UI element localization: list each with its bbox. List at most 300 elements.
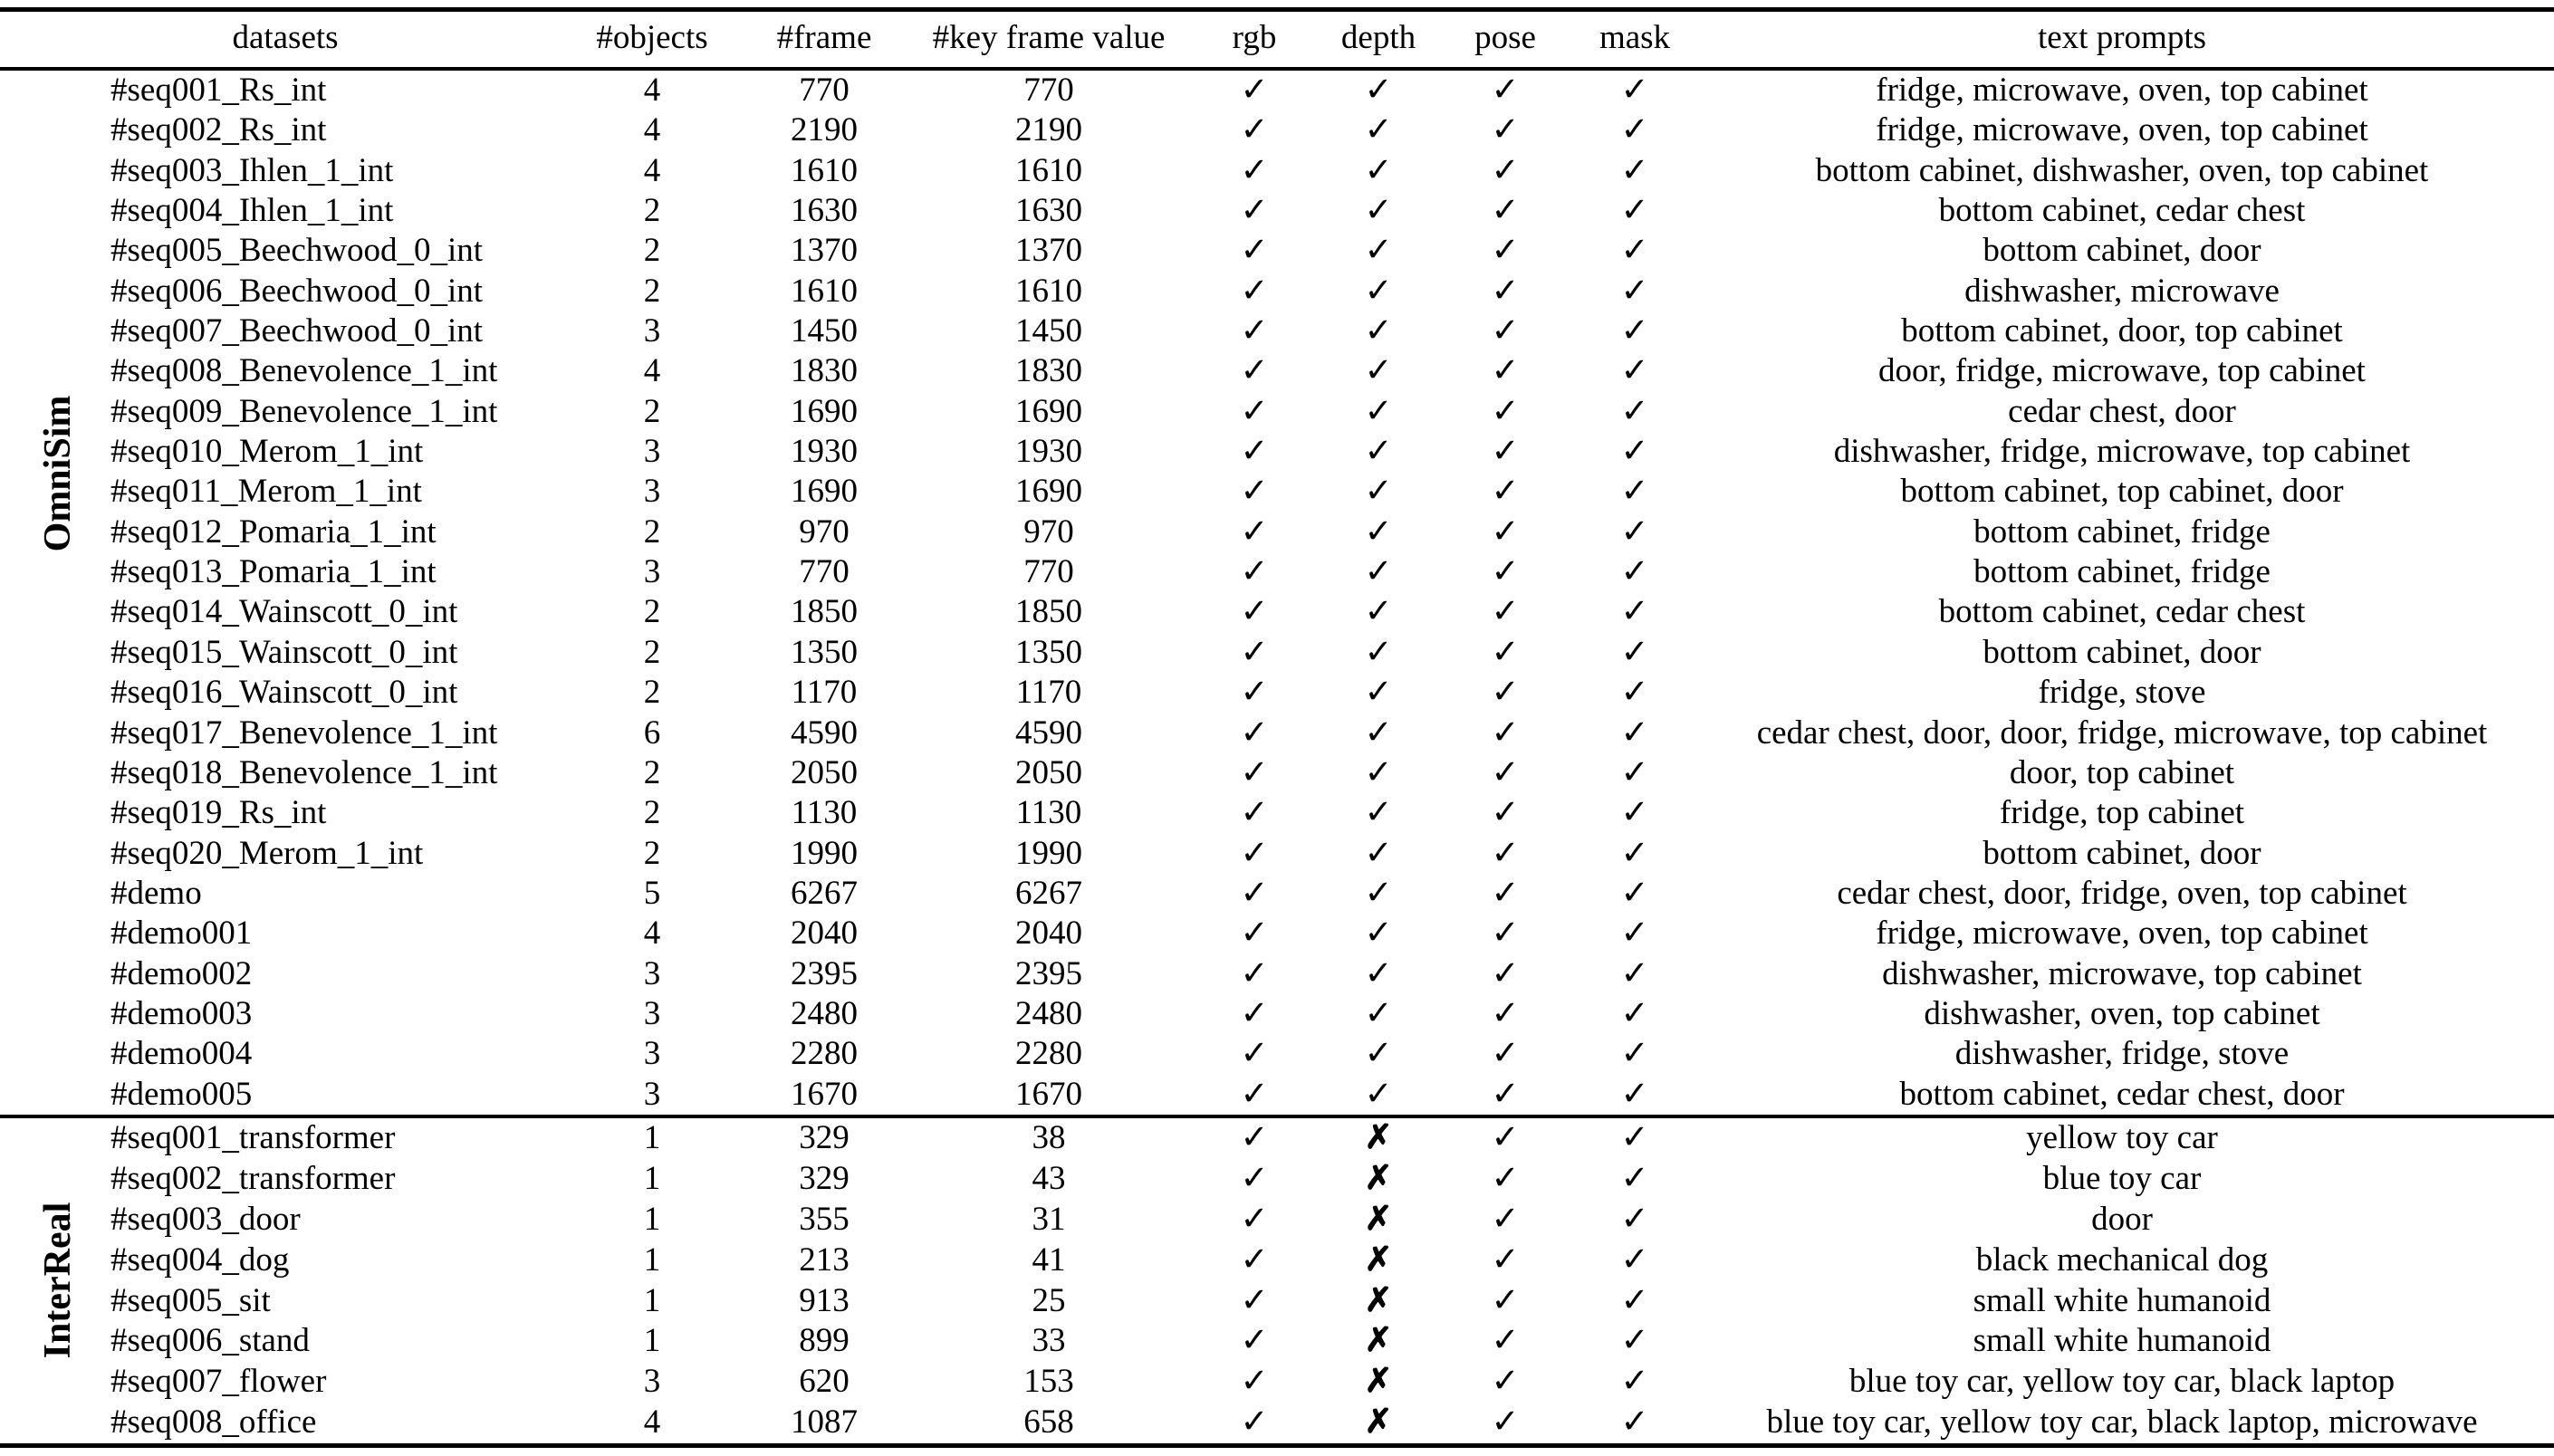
key-frame-value-cell: 153 xyxy=(1023,1363,1074,1401)
rgb-mark: ✓ xyxy=(1240,1119,1269,1156)
dataset-name-cell: #seq017_Benevolence_1_int xyxy=(110,714,498,752)
dataset-name-cell: #seq012_Pomaria_1_int xyxy=(110,512,437,551)
objects-count-cell: 3 xyxy=(643,954,661,992)
key-frame-value-cell: 25 xyxy=(1032,1281,1066,1319)
key-frame-value-cell: 33 xyxy=(1032,1322,1066,1360)
column-header-depth: depth xyxy=(1340,19,1416,56)
key-frame-value-cell: 1370 xyxy=(1015,232,1082,270)
rgb-mark: ✓ xyxy=(1240,794,1269,832)
frame-count-cell: 2395 xyxy=(791,954,858,992)
depth-mark: ✓ xyxy=(1364,593,1393,631)
rgb-mark: ✓ xyxy=(1240,473,1269,511)
depth-mark: ✗ xyxy=(1364,1159,1393,1197)
group-label-interreal: InterReal xyxy=(37,1202,79,1359)
group-spacer-cell xyxy=(0,874,68,914)
depth-mark: ✓ xyxy=(1364,151,1393,189)
depth-mark: ✓ xyxy=(1364,473,1393,511)
depth-mark: ✓ xyxy=(1364,753,1393,791)
pose-mark: ✓ xyxy=(1491,232,1520,270)
text-prompts-cell: small white humanoid xyxy=(1973,1322,2271,1360)
text-prompts-cell: black mechanical dog xyxy=(1975,1240,2269,1279)
mask-mark: ✓ xyxy=(1620,834,1649,872)
objects-count-cell: 2 xyxy=(643,674,661,712)
dataset-name-cell: #seq004_Ihlen_1_int xyxy=(110,192,394,230)
rgb-mark: ✓ xyxy=(1240,1322,1269,1360)
group-spacer-cell xyxy=(0,1034,68,1074)
frame-count-cell: 329 xyxy=(799,1119,850,1156)
dataset-name-cell: #demo004 xyxy=(110,1035,253,1073)
table-row xyxy=(0,1403,2554,1443)
table-row xyxy=(0,151,2554,191)
dataset-name-cell: #seq014_Wainscott_0_int xyxy=(110,593,458,631)
objects-count-cell: 3 xyxy=(643,473,661,511)
rgb-mark: ✓ xyxy=(1240,994,1269,1032)
key-frame-value-cell: 38 xyxy=(1032,1119,1066,1156)
objects-count-cell: 2 xyxy=(643,392,661,430)
group-spacer-cell xyxy=(0,714,68,753)
mask-mark: ✓ xyxy=(1620,1200,1649,1238)
rgb-mark: ✓ xyxy=(1240,1159,1269,1197)
dataset-name-cell: #seq006_Beechwood_0_int xyxy=(110,272,484,310)
table-row xyxy=(0,272,2554,311)
objects-count-cell: 1 xyxy=(643,1322,661,1360)
table-header-row xyxy=(0,9,2554,67)
pose-mark: ✓ xyxy=(1491,111,1520,149)
table-row xyxy=(0,1321,2554,1362)
objects-count-cell: 4 xyxy=(643,111,661,149)
group-spacer-cell xyxy=(0,151,68,191)
pose-mark: ✓ xyxy=(1491,674,1520,712)
dataset-name-cell: #seq008_office xyxy=(110,1403,317,1442)
key-frame-value-cell: 41 xyxy=(1032,1240,1066,1279)
rgb-mark: ✓ xyxy=(1240,111,1269,149)
mask-mark: ✓ xyxy=(1620,272,1649,310)
key-frame-value-cell: 1170 xyxy=(1015,674,1082,712)
frame-count-cell: 2280 xyxy=(791,1035,858,1073)
mask-mark: ✓ xyxy=(1620,593,1649,631)
depth-mark: ✓ xyxy=(1364,111,1393,149)
column-header-datasets: datasets xyxy=(232,19,339,56)
rgb-mark: ✓ xyxy=(1240,272,1269,310)
pose-mark: ✓ xyxy=(1491,1322,1520,1360)
group-spacer-cell xyxy=(0,753,68,793)
pose-mark: ✓ xyxy=(1491,553,1520,591)
group-spacer-cell xyxy=(0,1281,68,1322)
frame-count-cell: 1087 xyxy=(791,1403,858,1442)
objects-count-cell: 3 xyxy=(643,1363,661,1401)
table-row xyxy=(0,351,2554,391)
objects-count-cell: 1 xyxy=(643,1119,661,1156)
frame-count-cell: 4590 xyxy=(791,714,858,752)
key-frame-value-cell: 2395 xyxy=(1015,954,1082,992)
rgb-mark: ✓ xyxy=(1240,392,1269,430)
dataset-name-cell: #seq015_Wainscott_0_int xyxy=(110,633,458,671)
dataset-name-cell: #seq003_Ihlen_1_int xyxy=(110,151,394,189)
frame-count-cell: 1930 xyxy=(791,433,858,471)
dataset-name-cell: #seq005_Beechwood_0_int xyxy=(110,232,484,270)
depth-mark: ✓ xyxy=(1364,915,1393,953)
group-spacer-cell xyxy=(0,1403,68,1443)
table-row xyxy=(0,874,2554,914)
objects-count-cell: 2 xyxy=(643,192,661,230)
objects-count-cell: 1 xyxy=(643,1200,661,1238)
frame-count-cell: 2040 xyxy=(791,915,858,953)
objects-count-cell: 4 xyxy=(643,915,661,953)
mask-mark: ✓ xyxy=(1620,352,1649,390)
key-frame-value-cell: 970 xyxy=(1023,512,1074,551)
dataset-name-cell: #demo xyxy=(110,874,202,912)
rgb-mark: ✓ xyxy=(1240,874,1269,912)
key-frame-value-cell: 31 xyxy=(1032,1200,1066,1238)
mask-mark: ✓ xyxy=(1620,753,1649,791)
objects-count-cell: 2 xyxy=(643,593,661,631)
text-prompts-cell: blue toy car, yellow toy car, black laptop, microwave xyxy=(1766,1403,2478,1442)
text-prompts-cell: door xyxy=(2091,1200,2153,1238)
mask-mark: ✓ xyxy=(1620,111,1649,149)
pose-mark: ✓ xyxy=(1491,312,1520,350)
mask-mark: ✓ xyxy=(1620,1159,1649,1197)
mask-mark: ✓ xyxy=(1620,1035,1649,1073)
rgb-mark: ✓ xyxy=(1240,433,1269,471)
dataset-name-cell: #seq005_sit xyxy=(110,1281,271,1319)
rgb-mark: ✓ xyxy=(1240,1035,1269,1073)
depth-mark: ✓ xyxy=(1364,1075,1393,1113)
depth-mark: ✓ xyxy=(1364,794,1393,832)
dataset-name-cell: #seq001_Rs_int xyxy=(110,72,327,109)
depth-mark: ✓ xyxy=(1364,312,1393,350)
key-frame-value-cell: 770 xyxy=(1023,72,1074,109)
objects-count-cell: 3 xyxy=(643,553,661,591)
objects-count-cell: 4 xyxy=(643,352,661,390)
frame-count-cell: 1370 xyxy=(791,232,858,270)
frame-count-cell: 1850 xyxy=(791,593,858,631)
objects-count-cell: 4 xyxy=(643,1403,661,1442)
table-row xyxy=(0,592,2554,632)
frame-count-cell: 1610 xyxy=(791,272,858,310)
dataset-name-cell: #seq007_Beechwood_0_int xyxy=(110,312,484,350)
text-prompts-cell: dishwasher, microwave, top cabinet xyxy=(1882,954,2362,992)
rgb-mark: ✓ xyxy=(1240,553,1269,591)
objects-count-cell: 3 xyxy=(643,433,661,471)
frame-count-cell: 1690 xyxy=(791,473,858,511)
frame-count-cell: 6267 xyxy=(791,874,858,912)
rgb-mark: ✓ xyxy=(1240,352,1269,390)
group-spacer-cell xyxy=(0,432,68,472)
objects-count-cell: 1 xyxy=(643,1240,661,1279)
depth-mark: ✓ xyxy=(1364,433,1393,471)
rgb-mark: ✓ xyxy=(1240,192,1269,230)
rgb-mark: ✓ xyxy=(1240,512,1269,551)
frame-count-cell: 770 xyxy=(799,72,850,109)
key-frame-value-cell: 4590 xyxy=(1015,714,1082,752)
table-row xyxy=(0,311,2554,351)
dataset-name-cell: #demo005 xyxy=(110,1075,253,1113)
table-row xyxy=(0,633,2554,673)
table-row xyxy=(0,392,2554,432)
pose-mark: ✓ xyxy=(1491,1200,1520,1238)
key-frame-value-cell: 1830 xyxy=(1015,352,1082,390)
mask-mark: ✓ xyxy=(1620,392,1649,430)
dataset-name-cell: #seq008_Benevolence_1_int xyxy=(110,352,498,390)
objects-count-cell: 2 xyxy=(643,753,661,791)
text-prompts-cell: dishwasher, fridge, stove xyxy=(1954,1035,2290,1073)
frame-count-cell: 1170 xyxy=(791,674,858,712)
text-prompts-cell: fridge, microwave, oven, top cabinet xyxy=(1876,72,2368,109)
frame-count-cell: 1990 xyxy=(791,834,858,872)
dataset-name-cell: #seq001_transformer xyxy=(110,1119,396,1156)
frame-count-cell: 1610 xyxy=(791,151,858,189)
depth-mark: ✓ xyxy=(1364,954,1393,992)
objects-count-cell: 3 xyxy=(643,312,661,350)
objects-count-cell: 3 xyxy=(643,1035,661,1073)
frame-count-cell: 1670 xyxy=(791,1075,858,1113)
dataset-name-cell: #seq004_dog xyxy=(110,1240,290,1279)
dataset-name-cell: #seq013_Pomaria_1_int xyxy=(110,553,437,591)
depth-mark: ✗ xyxy=(1364,1281,1393,1319)
text-prompts-cell: dishwasher, oven, top cabinet xyxy=(1924,994,2320,1032)
table-row xyxy=(0,110,2554,150)
table-row xyxy=(0,673,2554,713)
rgb-mark: ✓ xyxy=(1240,1363,1269,1401)
text-prompts-cell: cedar chest, door, fridge, oven, top cabinet xyxy=(1837,874,2407,912)
mask-mark: ✓ xyxy=(1620,312,1649,350)
pose-mark: ✓ xyxy=(1491,593,1520,631)
frame-count-cell: 1630 xyxy=(791,192,858,230)
column-header-rgb: rgb xyxy=(1232,19,1277,56)
key-frame-value-cell: 2280 xyxy=(1015,1035,1082,1073)
key-frame-value-cell: 1350 xyxy=(1015,633,1082,671)
depth-mark: ✓ xyxy=(1364,674,1393,712)
table-row xyxy=(0,1362,2554,1403)
frame-count-cell: 213 xyxy=(799,1240,850,1279)
pose-mark: ✓ xyxy=(1491,994,1520,1032)
frame-count-cell: 2480 xyxy=(791,994,858,1032)
depth-mark: ✓ xyxy=(1364,512,1393,551)
pose-mark: ✓ xyxy=(1491,834,1520,872)
section-omnisim-rows xyxy=(0,71,2554,1115)
group-spacer-cell xyxy=(0,1159,68,1200)
table-row xyxy=(0,793,2554,833)
mask-mark: ✓ xyxy=(1620,1075,1649,1113)
text-prompts-cell: fridge, microwave, oven, top cabinet xyxy=(1876,915,2368,953)
group-spacer-cell xyxy=(0,110,68,150)
rgb-mark: ✓ xyxy=(1240,1281,1269,1319)
table-row xyxy=(0,1075,2554,1115)
objects-count-cell: 1 xyxy=(643,1159,661,1197)
table-row xyxy=(0,512,2554,552)
mask-mark: ✓ xyxy=(1620,633,1649,671)
depth-mark: ✓ xyxy=(1364,994,1393,1032)
pose-mark: ✓ xyxy=(1491,794,1520,832)
rgb-mark: ✓ xyxy=(1240,954,1269,992)
key-frame-value-cell: 1610 xyxy=(1015,151,1082,189)
group-spacer-cell xyxy=(0,71,68,110)
rgb-mark: ✓ xyxy=(1240,714,1269,752)
table-row xyxy=(0,1159,2554,1200)
group-spacer-cell xyxy=(0,552,68,592)
pose-mark: ✓ xyxy=(1491,1363,1520,1401)
key-frame-value-cell: 1850 xyxy=(1015,593,1082,631)
text-prompts-cell: bottom cabinet, fridge xyxy=(1973,512,2271,551)
depth-mark: ✓ xyxy=(1364,1035,1393,1073)
key-frame-value-cell: 1630 xyxy=(1015,192,1082,230)
key-frame-value-cell: 1610 xyxy=(1015,272,1082,310)
frame-count-cell: 899 xyxy=(799,1322,850,1360)
table-row xyxy=(0,71,2554,110)
objects-count-cell: 4 xyxy=(643,151,661,189)
group-spacer-cell xyxy=(0,472,68,512)
text-prompts-cell: bottom cabinet, cedar chest, door xyxy=(1899,1075,2345,1113)
pose-mark: ✓ xyxy=(1491,954,1520,992)
depth-mark: ✓ xyxy=(1364,392,1393,430)
pose-mark: ✓ xyxy=(1491,72,1520,109)
group-label-omnisim: OmniSim xyxy=(37,395,79,552)
objects-count-cell: 1 xyxy=(643,1281,661,1319)
pose-mark: ✓ xyxy=(1491,1281,1520,1319)
key-frame-value-cell: 43 xyxy=(1032,1159,1066,1197)
table-row xyxy=(0,914,2554,953)
frame-count-cell: 970 xyxy=(799,512,850,551)
group-spacer-cell xyxy=(0,994,68,1034)
column-header-pose: pose xyxy=(1474,19,1536,56)
rgb-mark: ✓ xyxy=(1240,1403,1269,1442)
dataset-name-cell: #demo002 xyxy=(110,954,253,992)
frame-count-cell: 355 xyxy=(799,1200,850,1238)
pose-mark: ✓ xyxy=(1491,1035,1520,1073)
group-spacer-cell xyxy=(0,1240,68,1281)
depth-mark: ✗ xyxy=(1364,1363,1393,1401)
dataset-name-cell: #seq016_Wainscott_0_int xyxy=(110,674,458,712)
depth-mark: ✓ xyxy=(1364,72,1393,109)
dataset-name-cell: #seq019_Rs_int xyxy=(110,794,327,832)
group-spacer-cell xyxy=(0,914,68,953)
pose-mark: ✓ xyxy=(1491,433,1520,471)
objects-count-cell: 3 xyxy=(643,994,661,1032)
mask-mark: ✓ xyxy=(1620,915,1649,953)
text-prompts-cell: fridge, microwave, oven, top cabinet xyxy=(1876,111,2368,149)
text-prompts-cell: blue toy car xyxy=(2042,1159,2202,1197)
frame-count-cell: 1130 xyxy=(791,794,858,832)
column-header-mask: mask xyxy=(1599,19,1671,56)
mask-mark: ✓ xyxy=(1620,72,1649,109)
mask-mark: ✓ xyxy=(1620,794,1649,832)
rgb-mark: ✓ xyxy=(1240,1200,1269,1238)
text-prompts-cell: bottom cabinet, fridge xyxy=(1973,553,2271,591)
text-prompts-cell: door, top cabinet xyxy=(2009,753,2235,791)
pose-mark: ✓ xyxy=(1491,633,1520,671)
dataset-name-cell: #seq011_Merom_1_int xyxy=(110,473,422,511)
group-spacer-cell xyxy=(0,1200,68,1240)
text-prompts-cell: bottom cabinet, dishwasher, oven, top cabinet xyxy=(1815,151,2429,189)
text-prompts-cell: bottom cabinet, door xyxy=(1983,232,2261,270)
pose-mark: ✓ xyxy=(1491,1159,1520,1197)
table-row xyxy=(0,954,2554,994)
mask-mark: ✓ xyxy=(1620,192,1649,230)
text-prompts-cell: bottom cabinet, door xyxy=(1983,633,2261,671)
group-spacer-cell xyxy=(0,633,68,673)
key-frame-value-cell: 2050 xyxy=(1015,753,1082,791)
mask-mark: ✓ xyxy=(1620,994,1649,1032)
table-row xyxy=(0,191,2554,231)
depth-mark: ✗ xyxy=(1364,1240,1393,1279)
dataset-name-cell: #seq006_stand xyxy=(110,1322,310,1360)
pose-mark: ✓ xyxy=(1491,151,1520,189)
frame-count-cell: 620 xyxy=(799,1363,850,1401)
group-spacer-cell xyxy=(0,673,68,713)
pose-mark: ✓ xyxy=(1491,392,1520,430)
dataset-name-cell: #seq002_transformer xyxy=(110,1159,396,1197)
rgb-mark: ✓ xyxy=(1240,232,1269,270)
text-prompts-cell: bottom cabinet, door xyxy=(1983,834,2261,872)
mask-mark: ✓ xyxy=(1620,714,1649,752)
table-row xyxy=(0,1200,2554,1240)
pose-mark: ✓ xyxy=(1491,874,1520,912)
frame-count-cell: 2050 xyxy=(791,753,858,791)
rgb-mark: ✓ xyxy=(1240,593,1269,631)
column-header-frame: #frame xyxy=(776,19,872,56)
mask-mark: ✓ xyxy=(1620,1119,1649,1156)
text-prompts-cell: bottom cabinet, cedar chest xyxy=(1938,192,2306,230)
dataset-name-cell: #seq007_flower xyxy=(110,1363,327,1401)
objects-count-cell: 4 xyxy=(643,72,661,109)
table-row xyxy=(0,1281,2554,1322)
rgb-mark: ✓ xyxy=(1240,151,1269,189)
depth-mark: ✗ xyxy=(1364,1322,1393,1360)
group-spacer-cell xyxy=(0,954,68,994)
frame-count-cell: 329 xyxy=(799,1159,850,1197)
mask-mark: ✓ xyxy=(1620,473,1649,511)
key-frame-value-cell: 770 xyxy=(1023,553,1074,591)
key-frame-value-cell: 1690 xyxy=(1015,392,1082,430)
rgb-mark: ✓ xyxy=(1240,753,1269,791)
group-spacer-cell xyxy=(0,1321,68,1362)
group-spacer-cell xyxy=(0,1075,68,1115)
objects-count-cell: 6 xyxy=(643,714,661,752)
objects-count-cell: 2 xyxy=(643,834,661,872)
pose-mark: ✓ xyxy=(1491,352,1520,390)
table-row xyxy=(0,472,2554,512)
rgb-mark: ✓ xyxy=(1240,834,1269,872)
text-prompts-cell: bottom cabinet, door, top cabinet xyxy=(1901,312,2343,350)
table-row xyxy=(0,432,2554,472)
dataset-name-cell: #demo003 xyxy=(110,994,253,1032)
key-frame-value-cell: 1990 xyxy=(1015,834,1082,872)
text-prompts-cell: dishwasher, microwave xyxy=(1964,272,2280,310)
text-prompts-cell: small white humanoid xyxy=(1973,1281,2271,1319)
pose-mark: ✓ xyxy=(1491,915,1520,953)
frame-count-cell: 2190 xyxy=(791,111,858,149)
pose-mark: ✓ xyxy=(1491,192,1520,230)
pose-mark: ✓ xyxy=(1491,1075,1520,1113)
group-spacer-cell xyxy=(0,512,68,552)
frame-count-cell: 1350 xyxy=(791,633,858,671)
pose-mark: ✓ xyxy=(1491,512,1520,551)
frame-count-cell: 1450 xyxy=(791,312,858,350)
table-row xyxy=(0,1118,2554,1159)
depth-mark: ✓ xyxy=(1364,352,1393,390)
text-prompts-cell: blue toy car, yellow toy car, black laptop xyxy=(1848,1363,2396,1401)
group-spacer-cell xyxy=(0,311,68,351)
table-row xyxy=(0,1240,2554,1281)
mask-mark: ✓ xyxy=(1620,232,1649,270)
pose-mark: ✓ xyxy=(1491,473,1520,511)
text-prompts-cell: fridge, stove xyxy=(2038,674,2206,712)
rgb-mark: ✓ xyxy=(1240,633,1269,671)
text-prompts-cell: door, fridge, microwave, top cabinet xyxy=(1878,352,2366,390)
mask-mark: ✓ xyxy=(1620,1240,1649,1279)
table-row xyxy=(0,1034,2554,1074)
objects-count-cell: 5 xyxy=(643,874,661,912)
